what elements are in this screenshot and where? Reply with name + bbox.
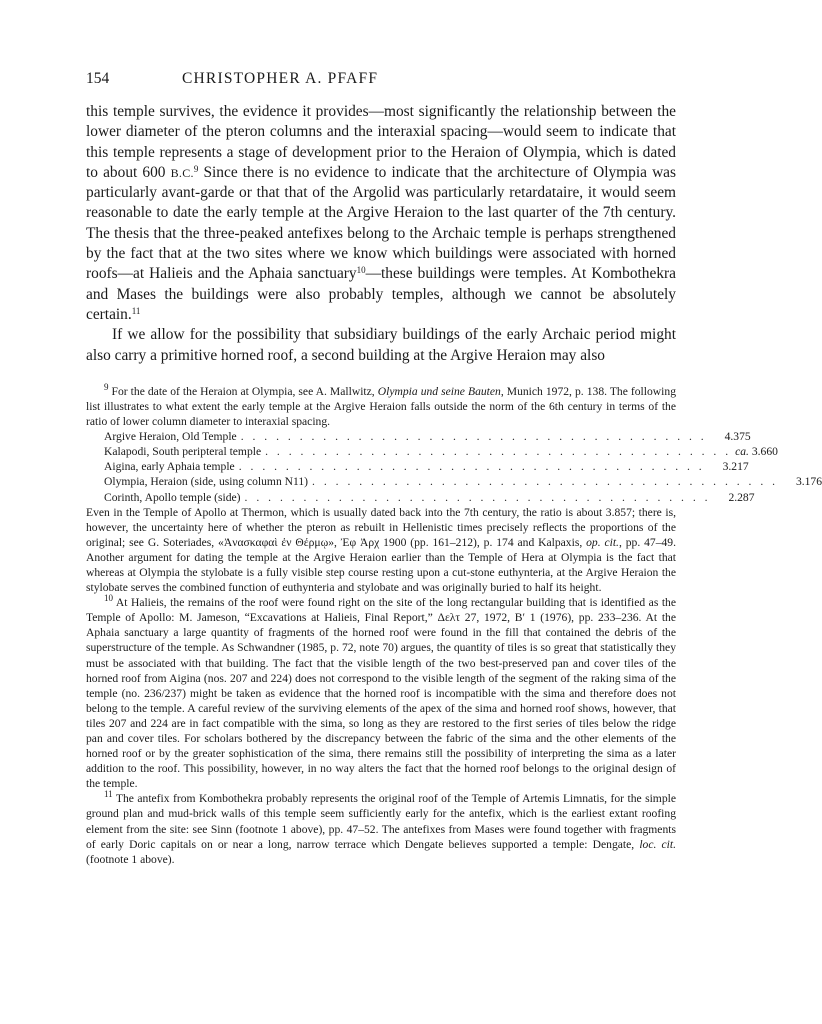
row-value: ca. 3.660: [735, 445, 778, 459]
leader-dots: . . . . . . . . . . . . . . . . . . . . . . . . . . . . . . . . . . . . . . . .: [312, 475, 779, 489]
row-label: Olympia, Heraion (side, using column N11): [104, 475, 309, 489]
footnote-9-continuation: [86, 505, 676, 596]
page-header: [86, 70, 676, 92]
bc-abbreviation: B.C.: [170, 165, 194, 180]
ratio-table: [104, 429, 822, 504]
footnote-11: [86, 791, 676, 866]
paragraph-1-part-3: —these buildings were temples. At Kombothekra and Mases the buildings were also probably temples, although we cannot be absolutely certain.: [86, 265, 676, 323]
paragraph-1: [86, 102, 676, 325]
footnote-9: [86, 381, 676, 429]
footnote-ref-11[interactable]: 11: [131, 305, 141, 316]
table-row: [104, 459, 749, 474]
row-label: Kalapodi, South peripteral temple: [104, 445, 262, 459]
footnote-10-text: At Halieis, the remains of the roof were found right on the site of the long rectangular building that is identified as the Temple of Apollo: M. Jameson, “Excavations at Halieis, Final Report,” Δελτ 27, 1972, Β′ 1 (1976), pp. 233–236. At the Aphaia sanctuary a large quantity of fragments of the horned roof were found in the fill that contained the debris of the superstructure of the temple. As Schwandner (1985, p. 72, note 70) argues, the quantity of tiles is so great that statistically they must be associated with that building. The fact that the visible length of the two best-preserved pan and cover tiles of the horned roof from Aigina (nos. 207 and 224) does not correspond to the visible length of the segment of the raking sima of the temple (no. 236/237) might be taken as evidence that the horned roof is incompatible with the sima and therefore does not belong to the temple. A careful review of the surviving elements of the apex of the sima and horned roof shows, however, that tiles 207 and 224 are in fact compatible with the sima, so long as they are restored to the first series of tiles below the ridge pan and cover tiles. For scholars bothered by the discrepancy between the fabric of the sima and the other elements of the horned roof or by the greater sophistication of the sima, there remains still the possibility of interpreting the sima as a later addition to the roof. This possibility, however, in no way alters the fact that the horned roof belongs to the original design of the temple.: [86, 596, 676, 791]
footnote-9-book-title: Olympia und seine Bauten: [377, 384, 501, 398]
leader-dots: . . . . . . . . . . . . . . . . . . . . . . . . . . . . . . . . . . . . . . . .: [240, 430, 707, 444]
footnote-9-part-c: Even in the Temple of Apollo at Thermon, which is usually dated back into the 7th century, the ratio is about 3.857; there is, however, the uncertainty here of whether the pteron as rebuilt in Hellenistic times precisely reflects the proportions of the original; see G. Soteriades, «Ἀνασκαφαὶ ἐν Θέρμῳ», Ἐφ Ἀρχ 1900 (pp. 161–212), p. 174 and Kalpaxis,: [86, 505, 676, 549]
leader-dots: . . . . . . . . . . . . . . . . . . . . . . . . . . . . . . . . . . . . . . . .: [238, 460, 705, 474]
row-value: 4.375: [724, 430, 751, 444]
table-row: [104, 444, 778, 459]
table-row: [104, 429, 751, 444]
footnote-11-part-a: The antefix from Kombothekra probably represents the original roof of the Temple of Artemis Limnatis, for the simple ground plan and mud-brick walls of this temple seem sufficiently early for the antefix, which is the earliest extant roofing element from the site: see Sinn (footnote 1 above), pp. 47–52. The antefixes from Mases were found together with fragments of early Doric capitals on or near a long, narrow terrace which Dengate believes supported a temple: Dengate,: [86, 792, 676, 851]
paragraph-2: If we allow for the possibility that subsidiary buildings of the early Archaic period might also carry a primitive horned roof, a second building at the Argive Heraion may also: [86, 326, 676, 364]
footnote-11-loc-cit: loc. cit.: [639, 837, 676, 851]
table-row: [104, 490, 755, 505]
footnote-11-number: 11: [104, 789, 113, 800]
row-value: 3.217: [722, 460, 749, 474]
row-label: Argive Heraion, Old Temple: [104, 430, 237, 444]
leader-dots: . . . . . . . . . . . . . . . . . . . . . . . . . . . . . . . . . . . . . . . .: [244, 490, 711, 504]
paragraph-1-part-1: this temple survives, the evidence it provides—most significantly the relationship between the lower diameter of the pteron columns and the interaxial spacing—would seem to indicate that this temple represents a stage of development prior to the Heraion of Olympia, which is dated to about 600: [86, 103, 676, 181]
footnote-9-part-a: For the date of the Heraion at Olympia, see A. Mallwitz,: [108, 384, 378, 398]
footnote-ref-10[interactable]: 10: [356, 265, 366, 276]
footnote-9-part-b: , Munich 1972, p. 138. The following list illustrates to what extent the early temple at the Argive Heraion falls outside the norm of the 6th century in terms of the ratio of lower column diameter to interaxial spacing.: [86, 384, 676, 429]
row-label: Aigina, early Aphaia temple: [104, 460, 235, 474]
footnote-9-op-cit: op. cit.: [586, 535, 619, 549]
footnote-9-number: 9: [104, 381, 109, 392]
footnotes: [86, 381, 822, 867]
main-text: [86, 102, 676, 366]
row-value: 2.287: [728, 490, 755, 504]
paragraph-1-part-2: Since there is no evidence to indicate that the architecture of Olympia was particularly avant-garde or that that of the Argolid was particularly retardataire, it would seem reasonable to date the early temple at the Argive Heraion to the last quarter of the 7th century. The thesis that the three-peaked antefixes belong to the Archaic temple is perhaps strengthened by the fact that at the two sites where we know which buildings were associated with horned roofs—at Halieis and the Aphaia sanctuary: [86, 163, 677, 283]
footnote-10: [86, 595, 676, 791]
footnote-ref-9[interactable]: 9: [193, 163, 199, 174]
leader-dots: . . . . . . . . . . . . . . . . . . . . . . . . . . . . . . . . . . . . . . . .: [265, 445, 732, 459]
running-head: CHRISTOPHER A. PFAFF: [182, 70, 379, 87]
footnote-10-number: 10: [104, 593, 113, 604]
page: [86, 70, 822, 867]
row-label: Corinth, Apollo temple (side): [104, 490, 241, 504]
row-value: 3.176: [795, 475, 822, 489]
footnote-11-part-b: (footnote 1 above).: [86, 852, 175, 866]
footnote-9-part-d: , pp. 47–49. Another argument for dating the temple at the Argive Heraion earlier than the Temple of Hera at Olympia is the fact that whereas at Olympia the stylobate is a fully visible step course resting upon a cut-stone euthynteria, at the Argive Heraion the stylobate serves the combined function of euthynteria and stylobate and was originally buried to half its height.: [86, 535, 676, 595]
page-number: 154: [86, 70, 110, 87]
table-row: [104, 474, 822, 489]
